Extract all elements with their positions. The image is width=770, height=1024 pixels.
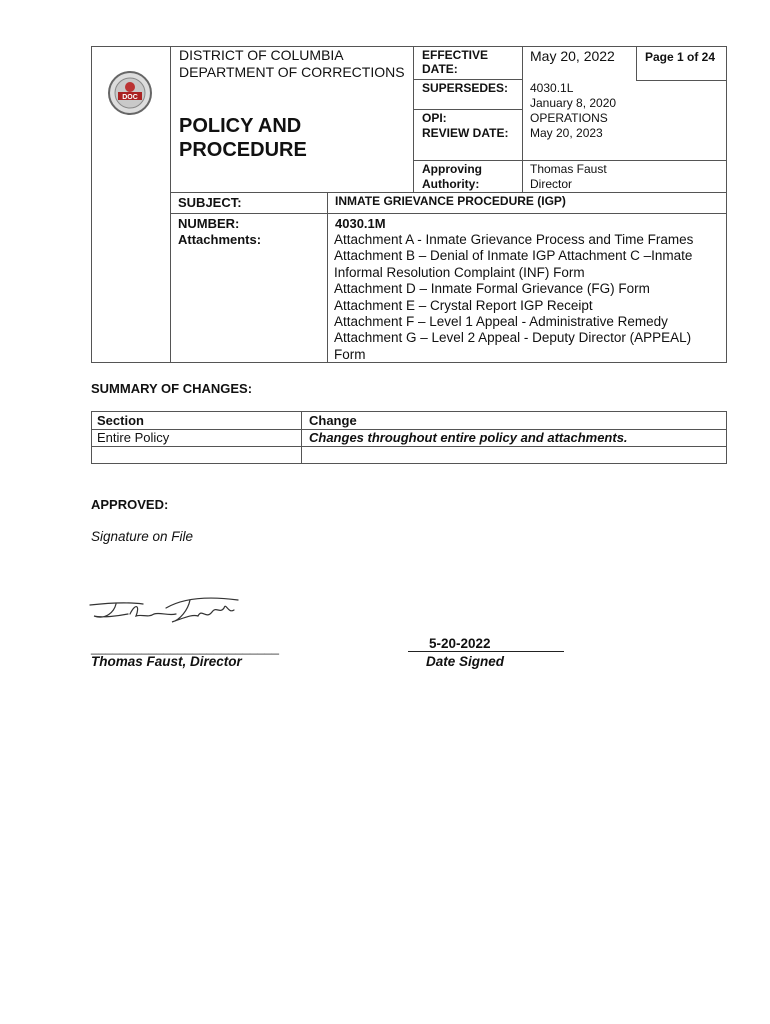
approving-authority-label-2: Authority: <box>422 177 480 191</box>
signature-note: Signature on File <box>91 529 194 544</box>
review-date-value: May 20, 2023 <box>530 126 603 140</box>
agency-name-line1: DISTRICT OF COLUMBIA <box>179 47 344 63</box>
attachment-line: Attachment D – Inmate Formal Grievance (FG) Form <box>334 281 650 297</box>
attachment-line: Attachment E – Crystal Report IGP Receipt <box>334 297 593 313</box>
attachment-line: Attachment F – Level 1 Appeal - Administrative Remedy <box>334 313 668 329</box>
date-signed-value: 5-20-2022 <box>429 636 491 651</box>
supersedes-value-2: January 8, 2020 <box>530 96 617 110</box>
number-value: 4030.1M <box>335 216 386 231</box>
document-title-line2: PROCEDURE <box>179 139 307 161</box>
col-header-change: Change <box>309 413 357 428</box>
signer-name: Thomas Faust, Director <box>91 654 242 669</box>
opi-value: OPERATIONS <box>530 111 608 125</box>
approving-authority-title: Director <box>530 177 573 191</box>
subject-label: SUBJECT: <box>178 195 242 210</box>
table-row-section: Entire Policy <box>97 430 170 445</box>
col-header-section: Section <box>97 413 144 428</box>
review-date-label: REVIEW DATE: <box>422 126 509 140</box>
attachment-line: Attachment G – Level 2 Appeal - Deputy Director (APPEAL) <box>334 330 692 346</box>
approving-authority-label-1: Approving <box>422 162 482 176</box>
number-label: NUMBER: <box>178 216 240 231</box>
attachment-line: Attachment B – Denial of Inmate IGP Attachment C –Inmate <box>334 248 693 264</box>
approving-authority-name: Thomas Faust <box>530 162 607 176</box>
date-signed-label: Date Signed <box>426 654 505 669</box>
supersedes-value-1: 4030.1L <box>530 81 574 95</box>
attachment-line: Informal Resolution Complaint (INF) Form <box>334 264 585 280</box>
handwritten-signature <box>88 594 248 636</box>
attachments-list <box>334 232 693 363</box>
svg-text:DOC: DOC <box>122 94 138 101</box>
effective-date-label-2: DATE: <box>422 62 458 76</box>
doc-seal-logo <box>107 70 153 116</box>
subject-value: INMATE GRIEVANCE PROCEDURE (IGP) <box>335 194 566 208</box>
attachment-line: Form <box>334 346 366 362</box>
table-row-change: Changes throughout entire policy and attachments. <box>309 430 628 445</box>
approved-heading: APPROVED: <box>91 497 169 512</box>
effective-date-value: May 20, 2022 <box>530 48 615 64</box>
effective-date-label-1: EFFECTIVE <box>422 48 489 62</box>
document-title-line1: POLICY AND <box>179 115 302 137</box>
signature-line: __________________________ <box>91 640 279 655</box>
page-number: Page 1 of 24 <box>645 50 716 64</box>
summary-heading: SUMMARY OF CHANGES: <box>91 381 253 396</box>
attachments-label: Attachments: <box>178 232 262 247</box>
attachment-line: Attachment A - Inmate Grievance Process and Time Frames <box>334 232 694 247</box>
agency-name-line2: DEPARTMENT OF CORRECTIONS <box>179 64 405 80</box>
opi-label: OPI: <box>422 111 447 125</box>
supersedes-label: SUPERSEDES: <box>422 81 509 95</box>
